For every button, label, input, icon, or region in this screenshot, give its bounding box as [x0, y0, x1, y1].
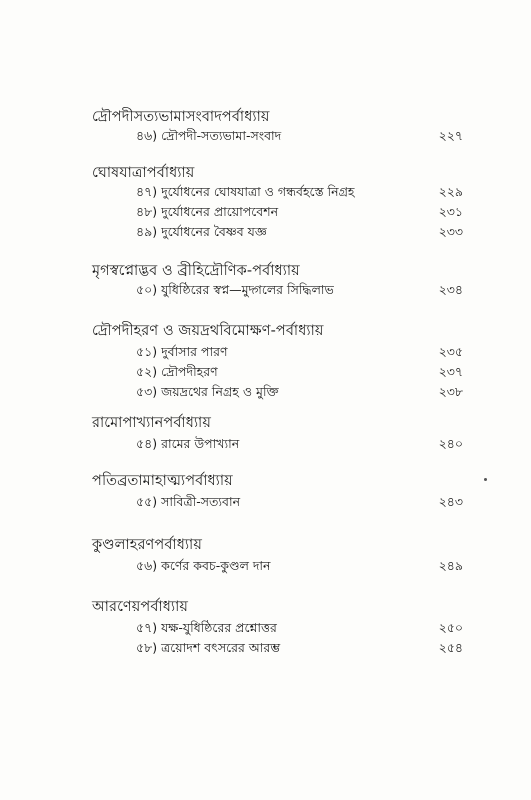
entry-page-number: ২৪৯: [438, 558, 463, 573]
entry-page-number: ২৩৮: [438, 384, 463, 399]
toc-entry: [0, 128, 531, 148]
section-title: মৃগস্বপ্নোদ্ভব ও ব্রীহিদ্রৌণিক-পর্বাধ্যায়: [92, 263, 300, 279]
toc-entry: [0, 344, 531, 364]
toc-entry: [0, 494, 531, 514]
entry-page-number: ২৪০: [438, 436, 463, 451]
section-title: ঘোষযাত্রাপর্বাধ্যায়: [92, 165, 195, 181]
section-title: রামোপাখ্যানপর্বাধ্যায়: [92, 415, 211, 431]
toc-entry: [0, 364, 531, 384]
entry-page-number: ২২৯: [438, 184, 463, 199]
toc-entry: [0, 184, 531, 204]
entry-page-number: ২৩৭: [438, 364, 463, 379]
section-title: পতিব্রতামাহাত্ম্যপর্বাধ্যায়: [92, 473, 233, 489]
entry-page-number: ২৫৪: [438, 640, 463, 655]
toc-entry: [0, 436, 531, 456]
toc-entry: [0, 384, 531, 404]
entry-label: ৪৬) দ্রৌপদী-সত্যভামা-সংবাদ: [136, 128, 282, 143]
entry-label: ৫৩) জয়দ্রথের নিগ্রহ ও মুক্তি: [136, 384, 279, 399]
entry-page-number: ২৩৪: [438, 282, 463, 297]
section-title: কুণ্ডলাহরণপর্বাধ্যায়: [92, 537, 203, 553]
toc-entry: [0, 282, 531, 302]
entry-label: ৫৭) যক্ষ-যুধিষ্ঠিরের প্রশ্নোত্তর: [136, 620, 277, 635]
entry-label: ৫৮) ত্রয়োদশ বৎসরের আরম্ভ: [136, 640, 281, 655]
toc-entry: [0, 640, 531, 660]
entry-label: ৫৪) রামের উপাখ্যান: [136, 436, 240, 451]
entry-label: ৪৮) দুর্যোধনের প্রায়োপবেশন: [136, 204, 279, 219]
toc-entry: [0, 204, 531, 224]
toc-entry: [0, 224, 531, 244]
entry-page-number: ২২৭: [438, 128, 463, 143]
toc-entry: [0, 620, 531, 640]
section-title: দ্রৌপদীহরণ ও জয়দ্রথবিমোক্ষণ-পর্বাধ্যায়: [92, 323, 324, 339]
entry-label: ৫৫) সাবিত্রী-সত্যবান: [136, 494, 241, 509]
entry-label: ৪৯) দুর্যোধনের বৈষ্ণব যজ্ঞ: [136, 224, 267, 239]
entry-label: ৫৬) কর্ণের কবচ-কুণ্ডল দান: [136, 558, 271, 573]
section-title: আরণেয়পর্বাধ্যায়: [92, 599, 189, 615]
entry-label: ৪৭) দুর্যোধনের ঘোষযাত্রা ও গন্ধর্বহস্তে নিগ্রহ: [136, 184, 355, 199]
entry-page-number: ২৫০: [438, 620, 463, 635]
entry-page-number: ২৩১: [438, 204, 463, 219]
toc-entry: [0, 558, 531, 578]
entry-label: ৫২) দ্রৌপদীহরণ: [136, 364, 218, 379]
ink-speck: [484, 478, 487, 481]
section-title: দ্রৌপদীসত্যভামাসংবাদপর্বাধ্যায়: [92, 109, 270, 125]
entry-label: ৫১) দুর্বাসার পারণ: [136, 344, 228, 359]
entry-label: ৫০) যুধিষ্ঠিরের স্বপ্ন—মুদ্গলের সিদ্ধিলাভ: [136, 282, 334, 297]
entry-page-number: ২৩৫: [438, 344, 463, 359]
entry-page-number: ২৪৩: [438, 494, 463, 509]
entry-page-number: ২৩৩: [438, 224, 463, 239]
